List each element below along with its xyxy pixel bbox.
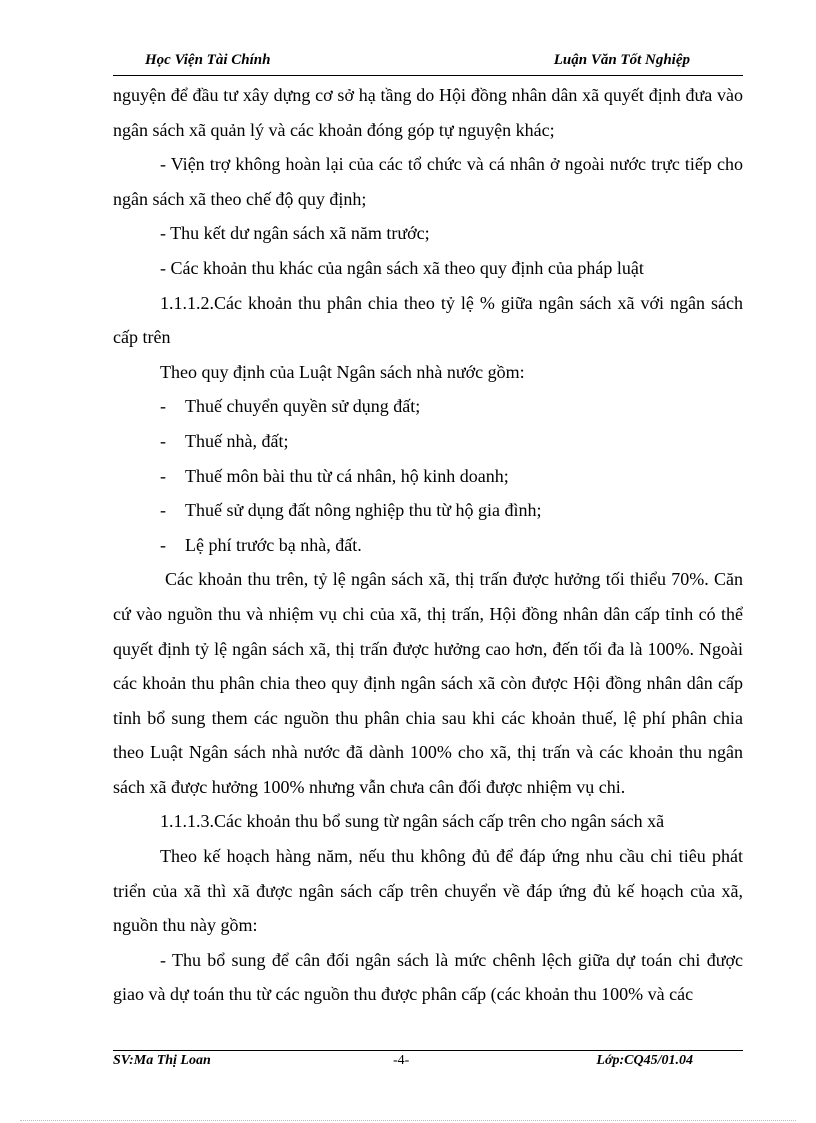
list-item xyxy=(113,493,743,528)
list-dash: - xyxy=(160,500,166,521)
list-item xyxy=(113,528,743,563)
paragraph-other-revenue: - Các khoản thu khác của ngân sách xã theo quy định của pháp luật xyxy=(160,257,644,278)
paragraph-balancing-supplement: - Thu bổ sung để cân đối ngân sách là mức chênh lệch giữa dự toán chi được giao và dự toán thu từ các nguồn thu được phân cấp (các khoản thu 100% và các xyxy=(113,949,743,1005)
list-item-text: Thuế chuyển quyền sử dụng đất; xyxy=(185,396,421,417)
section-heading-1-1-1-2: 1.1.1.2.Các khoản thu phân chia theo tỷ lệ % giữa ngân sách xã với ngân sách cấp trên xyxy=(113,292,743,348)
list-item-text: Thuế sử dụng đất nông nghiệp thu từ hộ gia đình; xyxy=(185,500,542,521)
list-item-text: Lệ phí trước bạ nhà, đất. xyxy=(185,534,362,555)
list-item-text: Thuế môn bài thu từ cá nhân, hộ kinh doanh; xyxy=(185,465,509,486)
page-header xyxy=(145,52,690,76)
paragraph-law-intro: Theo quy định của Luật Ngân sách nhà nước gồm: xyxy=(160,361,525,382)
list-dash: - xyxy=(160,430,166,451)
page-number: -4- xyxy=(393,1053,410,1068)
section-heading-1-1-1-3: 1.1.1.3.Các khoản thu bổ sung từ ngân sách cấp trên cho ngân sách xã xyxy=(160,811,665,832)
list-dash: - xyxy=(160,465,166,486)
page-edge xyxy=(20,1120,796,1121)
footer-rule xyxy=(113,1050,743,1051)
list-dash: - xyxy=(160,396,166,417)
list-dash: - xyxy=(160,534,166,555)
paragraph-continuation: nguyện để đầu tư xây dựng cơ sở hạ tầng do Hội đồng nhân dân xã quyết định đưa vào ngân sách xã quản lý và các khoản đóng góp tự nguyện khác; xyxy=(113,85,743,140)
paragraph-carryover: - Thu kết dư ngân sách xã năm trước; xyxy=(160,223,430,244)
paragraph-revenue-share: Các khoản thu trên, tỷ lệ ngân sách xã, thị trấn được hưởng tối thiểu 70%. Căn cứ vào nguồn thu và nhiệm vụ chi của xã, thị trấn, Hội đồng nhân dân cấp tỉnh có thể quyết định tỷ lệ ngân sách xã, thị trấn được hưởng cao hơn, đến tối đa là 100%. Ngoài các khoản thu phân chia theo quy định ngân sách xã còn được Hội đồng nhân dân cấp tỉnh bổ sung them các nguồn thu phân chia sau khi các khoản thuế, lệ phí phân chia theo Luật Ngân sách nhà nước đã dành 100% cho xã, thị trấn và các khoản thu ngân sách xã được hưởng 100% nhưng vẫn chưa cân đối được nhiệm vụ chi. xyxy=(113,569,743,797)
footer-class: Lớp:CQ45/01.04 xyxy=(596,1053,693,1068)
paragraph-annual-plan: Theo kế hoạch hàng năm, nếu thu không đủ để đáp ứng nhu cầu chi tiêu phát triển của xã thì xã được ngân sách cấp trên chuyển về đáp ứng đủ kế hoạch của xã, nguồn thu này gồm: xyxy=(113,846,743,936)
header-document-type: Luận Văn Tốt Nghiệp xyxy=(553,52,690,68)
list-item xyxy=(113,389,743,424)
page-footer xyxy=(113,1053,743,1075)
list-item-text: Thuế nhà, đất; xyxy=(185,430,289,451)
header-institution: Học Viện Tài Chính xyxy=(145,52,271,68)
paragraph-foreign-aid: - Viện trợ không hoàn lại của các tổ chức và cá nhân ở ngoài nước trực tiếp cho ngân sách xã theo chế độ quy định; xyxy=(113,154,743,209)
header-rule xyxy=(113,75,743,76)
footer-student: SV:Ma Thị Loan xyxy=(113,1053,211,1068)
list-item xyxy=(113,459,743,494)
document-body xyxy=(113,78,743,1012)
list-item xyxy=(113,424,743,459)
